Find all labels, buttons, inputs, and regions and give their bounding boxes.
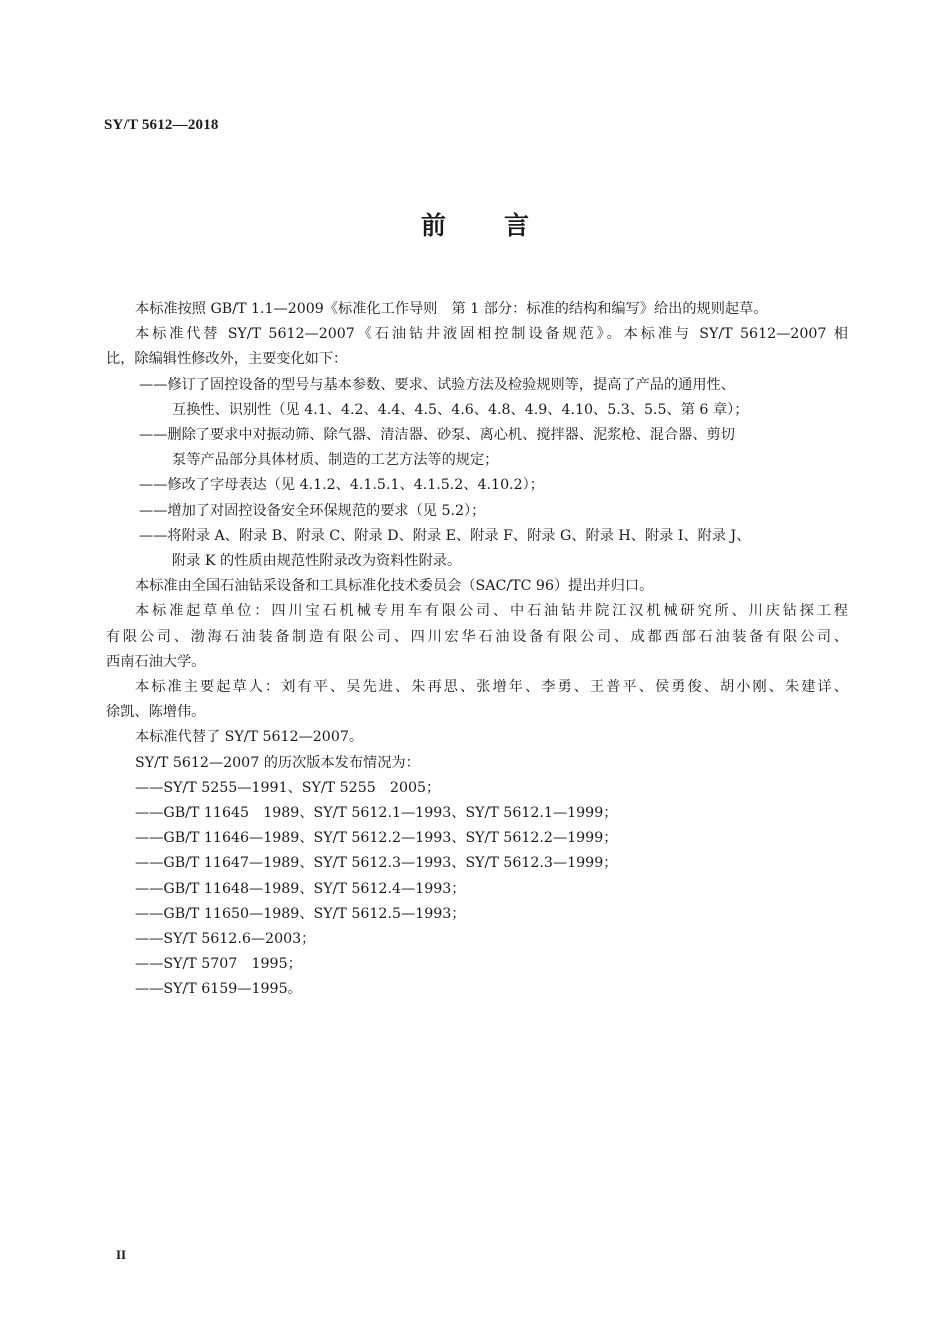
change-item-1-line-2: 互换性、识别性（见 4.1、4.2、4.4、4.5、4.6、4.8、4.9、4.10、5.3、5.5、第 6 章）； xyxy=(172,401,749,418)
history-item: ——SY/T 5255—1991、SY/T 5255 2005； xyxy=(135,779,441,796)
paragraph-proposed-by: 本标准由全国石油钻采设备和工具标准化技术委员会（SAC/TC 96）提出并归口。 xyxy=(135,578,654,595)
paragraph-drafting-rules: 本标准按照 GB/T 1.1—2009《标准化工作导则 第 1 部分：标准的结构和编写》给出的规则起草。 xyxy=(135,301,768,317)
paragraph-history-intro: SY/T 5612—2007 的历次版本发布情况为： xyxy=(135,754,420,771)
paragraph-supersedes: 本标准代替了 SY/T 5612—2007。 xyxy=(135,729,364,746)
history-item: ——GB/T 11645 1989、SY/T 5612.1—1993、SY/T 5612.1—1999； xyxy=(135,805,618,822)
change-item-1-line-1: ——修订了固控设备的型号与基本参数、要求、试验方法及检验规则等，提高了产品的通用性、 xyxy=(139,376,735,393)
change-item-2-line-2: 泵等产品部分具体材质、制造的工艺方法等的规定； xyxy=(172,452,499,469)
history-item: ——SY/T 6159—1995。 xyxy=(135,981,302,998)
history-item: ——GB/T 11650—1989、SY/T 5612.5—1993； xyxy=(135,905,466,922)
change-item-2-line-1: ——删除了要求中对振动筛、除气器、清洁器、砂泵、离心机、搅拌器、泥浆枪、混合器、剪切 xyxy=(139,427,735,444)
paragraph-drafting-units-line-2: 有限公司、渤海石油装备制造有限公司、四川宏华石油设备有限公司、成都西部石油装备有限公司、 xyxy=(106,628,848,645)
page-number: II xyxy=(116,1247,127,1262)
paragraph-drafters-line-1: 本标准主要起草人：刘有平、吴先进、朱再思、张增年、李勇、王普平、侯勇俊、胡小刚、朱建详、 xyxy=(135,679,848,696)
history-item: ——GB/T 11647—1989、SY/T 5612.3—1993、SY/T 5612.3—1999； xyxy=(135,855,618,872)
paragraph-drafting-units-line-3: 西南石油大学。 xyxy=(106,653,206,670)
history-item: ——SY/T 5612.6—2003； xyxy=(135,931,316,948)
standard-code-header: SY/T 5612—2018 xyxy=(104,117,219,133)
paragraph-drafters-line-2: 徐凯、陈增伟。 xyxy=(106,704,206,721)
change-item-5-line-2: 附录 K 的性质由规范性附录改为资料性附录。 xyxy=(172,553,462,570)
title-char-2: 言 xyxy=(504,211,530,240)
paragraph-drafting-units-line-1: 本标准起草单位：四川宝石机械专用车有限公司、中石油钻井院江汉机械研究所、川庆钻探工程 xyxy=(135,603,848,620)
change-item-3: ——修改了字母表达（见 4.1.2、4.1.5.1、4.1.5.2、4.10.2）； xyxy=(139,477,544,494)
title-char-1: 前 xyxy=(420,211,446,240)
change-item-4: ——增加了对固控设备安全环保规范的要求（见 5.2）； xyxy=(139,502,486,519)
paragraph-replaces-line-2: 比，除编辑性修改外，主要变化如下： xyxy=(106,351,348,368)
history-item: ——GB/T 11646—1989、SY/T 5612.2—1993、SY/T 5612.2—1999； xyxy=(135,830,618,847)
page-title xyxy=(0,206,950,242)
change-item-5-line-1: ——将附录 A、附录 B、附录 C、附录 D、附录 E、附录 F、附录 G、附录 H、附录 I、附录 J、 xyxy=(139,527,751,544)
history-item: ——GB/T 11648—1989、SY/T 5612.4—1993； xyxy=(135,880,466,897)
foreword-body xyxy=(106,297,848,1003)
history-item: ——SY/T 5707 1995； xyxy=(135,956,302,973)
paragraph-replaces-line-1: 本标准代替 SY/T 5612—2007《石油钻井液固相控制设备规范》。本标准与 SY/T 5612—2007 相 xyxy=(135,326,848,343)
